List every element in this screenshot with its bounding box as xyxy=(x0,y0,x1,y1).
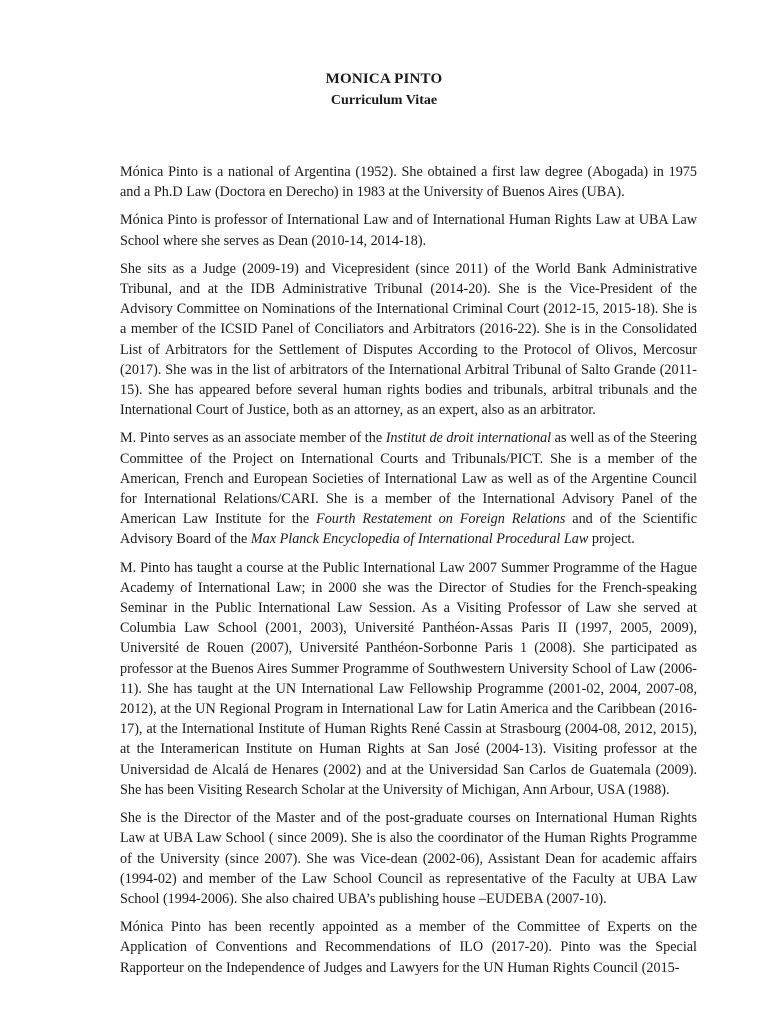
document-subtitle: Curriculum Vitae xyxy=(330,93,438,108)
paragraph-direction: She is the Director of the Master and of the post-graduate courses on International Human Rights Law at UBA Law School ( since 2009). She is also the coordinator of the Human Rights Programme of the University (since 2007). She was Vice-dean (2002-06), Assistant Dean for academic affairs (1994-02) and member of the Law School Council as representative of the Faculty at UBA Law School (1994-2006). She also chaired UBA’s publishing house –EUDEBA (2007-10). xyxy=(120,810,697,907)
paragraph-appointments: Mónica Pinto has been recently appointed as a member of the Committee of Experts on the Application of Conventions and Recommendations of ILO (2017-20). Pinto was the Special Rapporteur on the Independence of Judges and Lawyers for the UN Human Rights Council (2015- xyxy=(120,919,697,976)
paragraph-memberships-text-3: and of the Scientific Advisory Board of the xyxy=(120,511,697,548)
paragraph-memberships-text-4: project. xyxy=(588,531,635,548)
paragraph-judicial-roles: She sits as a Judge (2009-19) and Vicepresident (since 2011) of the World Bank Administrative Tribunal, and at the IDB Administrative Tribunal (2014-20). She is the Vice-President of the Advisory Committee on Nominations of the International Criminal Court (2012-15, 2015-18). She is a member of the ICSID Panel of Conciliators and Arbitrators (2016-22). She is in the Consolidated List of Arbitrators for the Settlement of Disputes According to the Protocol of Olivos, Mercosur (2017). She was in the list of arbitrators of the International Arbitral Tribunal of Salto Grande (2011-15). She has appeared before several human rights bodies and tribunals, arbitral tribunals and the International Court of Justice, both as an attorney, as an expert, also as an arbitrator. xyxy=(120,260,697,419)
document-header xyxy=(0,70,768,110)
paragraph-memberships-text-1: M. Pinto serves as an associate member of the xyxy=(120,430,386,447)
paragraph-nationality-education: Mónica Pinto is a national of Argentina (1952). She obtained a first law degree (Abogada) in 1975 and a Ph.D Law (Doctora en Derecho) in 1983 at the University of Buenos Aires (UBA). xyxy=(120,164,697,201)
paragraph-professorship: Mónica Pinto is professor of International Law and of International Human Rights Law at UBA Law School where she serves as Dean (2010-14, 2014-18). xyxy=(120,212,697,249)
document-body xyxy=(120,162,697,986)
document-title: MONICA PINTO xyxy=(325,71,443,87)
paragraph-memberships-italic-3: Max Planck Encyclopedia of International Procedural Law xyxy=(250,531,589,548)
paragraph-memberships-italic-2: Fourth Restatement on Foreign Relations xyxy=(316,511,566,528)
paragraph-memberships xyxy=(120,428,697,549)
paragraph-teaching: M. Pinto has taught a course at the Public International Law 2007 Summer Programme of the Hague Academy of International Law; in 2000 she was the Director of Studies for the French-speaking Seminar in the Public International Law Session. As a Visiting Professor of Law she served at Columbia Law School (2001, 2003), Université Panthéon-Assas Paris II (1997, 2005, 2009), Université de Rouen (2007), Université Panthéon-Sorbonne Paris 1 (2008). She participated as professor at the Buenos Aires Summer Programme of Southwestern University School of Law (2006-11). She has taught at the UN International Law Fellowship Programme (2001-02, 2004, 2007-08, 2012), at the UN Regional Program in International Law for Latin America and the Caribbean (2016-17), at the International Institute of Human Rights René Cassin at Strasbourg (2004-08, 2012, 2015), at the Interamerican Institute on Human Rights at San José (2004-13). Visiting professor at the Universidad de Alcalá de Henares (2002) and at the Universidad San Carlos de Guatemala (2009). She has been Visiting Research Scholar at the University of Michigan, Ann Arbour, USA (1988). xyxy=(120,559,697,798)
paragraph-memberships-italic-1: Institut de droit international xyxy=(385,430,552,447)
paragraph-memberships-text-2: as well as of the Steering Committee of the Project on International Courts and Tribunals/PICT. She is a member of the American, French and European Societies of International Law as well as of the Argentine Council for International Relations/CARI. She is a member of the International Advisory Panel of the American Law Institute for the xyxy=(120,430,697,528)
